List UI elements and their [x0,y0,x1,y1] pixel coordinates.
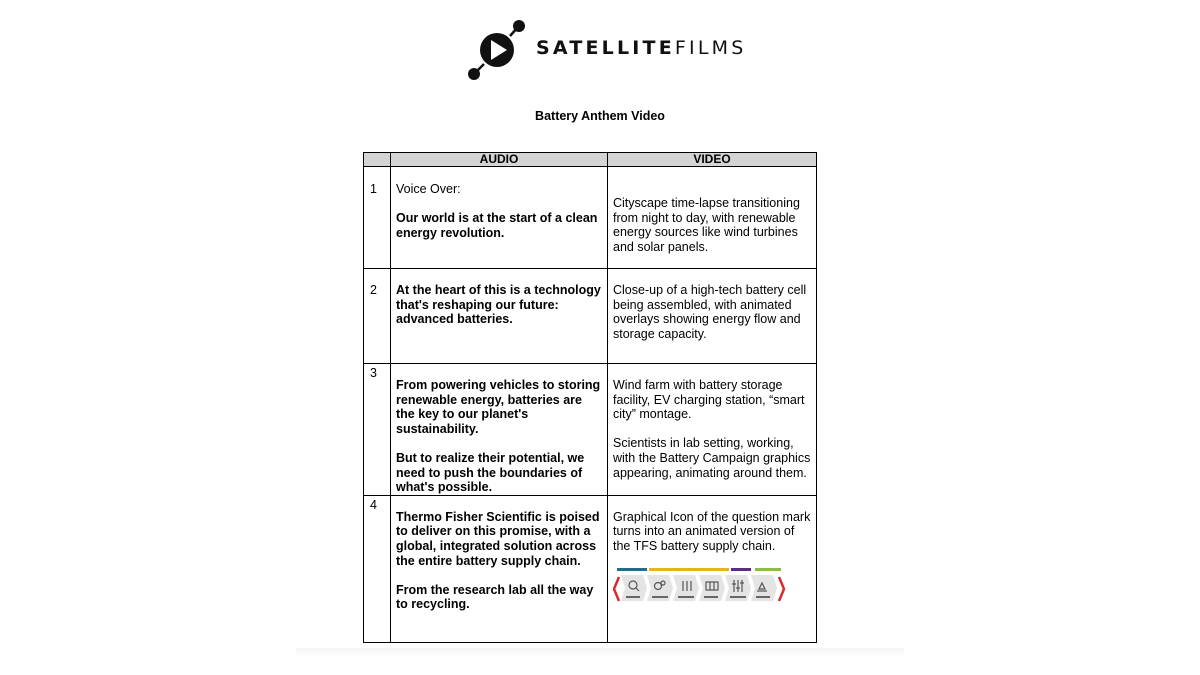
video-text: Close-up of a high-tech battery cell being assembled, with animated overlays showing energy flow and storage capacity. [613,283,807,341]
sliders-icon [732,580,744,592]
document-title: Battery Anthem Video [535,109,665,123]
audio-text: Our world is at the start of a clean energy revolution. [396,211,598,240]
table-row [364,495,817,642]
table-row [364,269,817,364]
script-table [363,152,817,643]
table-row [364,364,817,496]
recycling-stage-bar [755,568,781,571]
right-arrow-icon [779,577,784,601]
video-text: Scientists in lab setting, working, with the Battery Campaign graphics appearing, animating around them. [613,436,811,480]
supply-chain-infographic [613,567,811,609]
page-shadow [296,648,904,656]
row-number: 2 [364,269,391,364]
brand-name-light: FILMS [674,37,747,59]
left-arrow-icon [614,577,619,601]
supply-chain-graphic [613,567,793,605]
table-row [364,167,817,269]
research-stage-bar [617,568,647,571]
header-audio: AUDIO [391,153,608,167]
audio-cell [391,167,608,269]
voice-over-label: Voice Over: [396,182,461,196]
video-cell [608,364,817,496]
video-cell [608,269,817,364]
audio-cell [391,495,608,642]
audio-text: At the heart of this is a technology that's reshaping our future: advanced batteries. [396,283,601,327]
header-video: VIDEO [608,153,817,167]
audio-text: From powering vehicles to storing renewable energy, batteries are the key to our planet's sustainability. [396,378,601,436]
row-number: 4 [364,495,391,642]
audio-text: Thermo Fisher Scientific is poised to deliver on this promise, with a global, integrated solution across the entire battery supply chain. [396,509,600,568]
audio-text: But to realize their potential, we need to push the boundaries of what's possible. [396,450,585,495]
brand-name-bold: SATELLITE [536,37,675,59]
video-text: Graphical Icon of the question mark turns into an animated version of the TFS battery supply chain. [613,509,811,553]
quality-stage-bar [731,568,751,571]
audio-text: From the research lab all the way to recycling. [396,582,594,612]
video-cell [608,167,817,269]
row-number: 1 [364,167,391,269]
satellite-play-logo-icon [466,18,528,82]
header-number [364,153,391,167]
brand-name [536,37,746,59]
video-text: Wind farm with battery storage facility, EV charging station, “smart city” montage. [613,378,805,422]
row-number: 3 [364,364,391,496]
video-text: Cityscape time-lapse transitioning from night to day, with renewable energy sources like wind turbines and solar panels. [613,196,800,254]
video-cell [608,495,817,642]
chevrons [621,575,777,601]
table-header-row [364,153,817,167]
audio-cell [391,364,608,496]
manufacturing-stage-bar [649,568,729,571]
audio-cell [391,269,608,364]
